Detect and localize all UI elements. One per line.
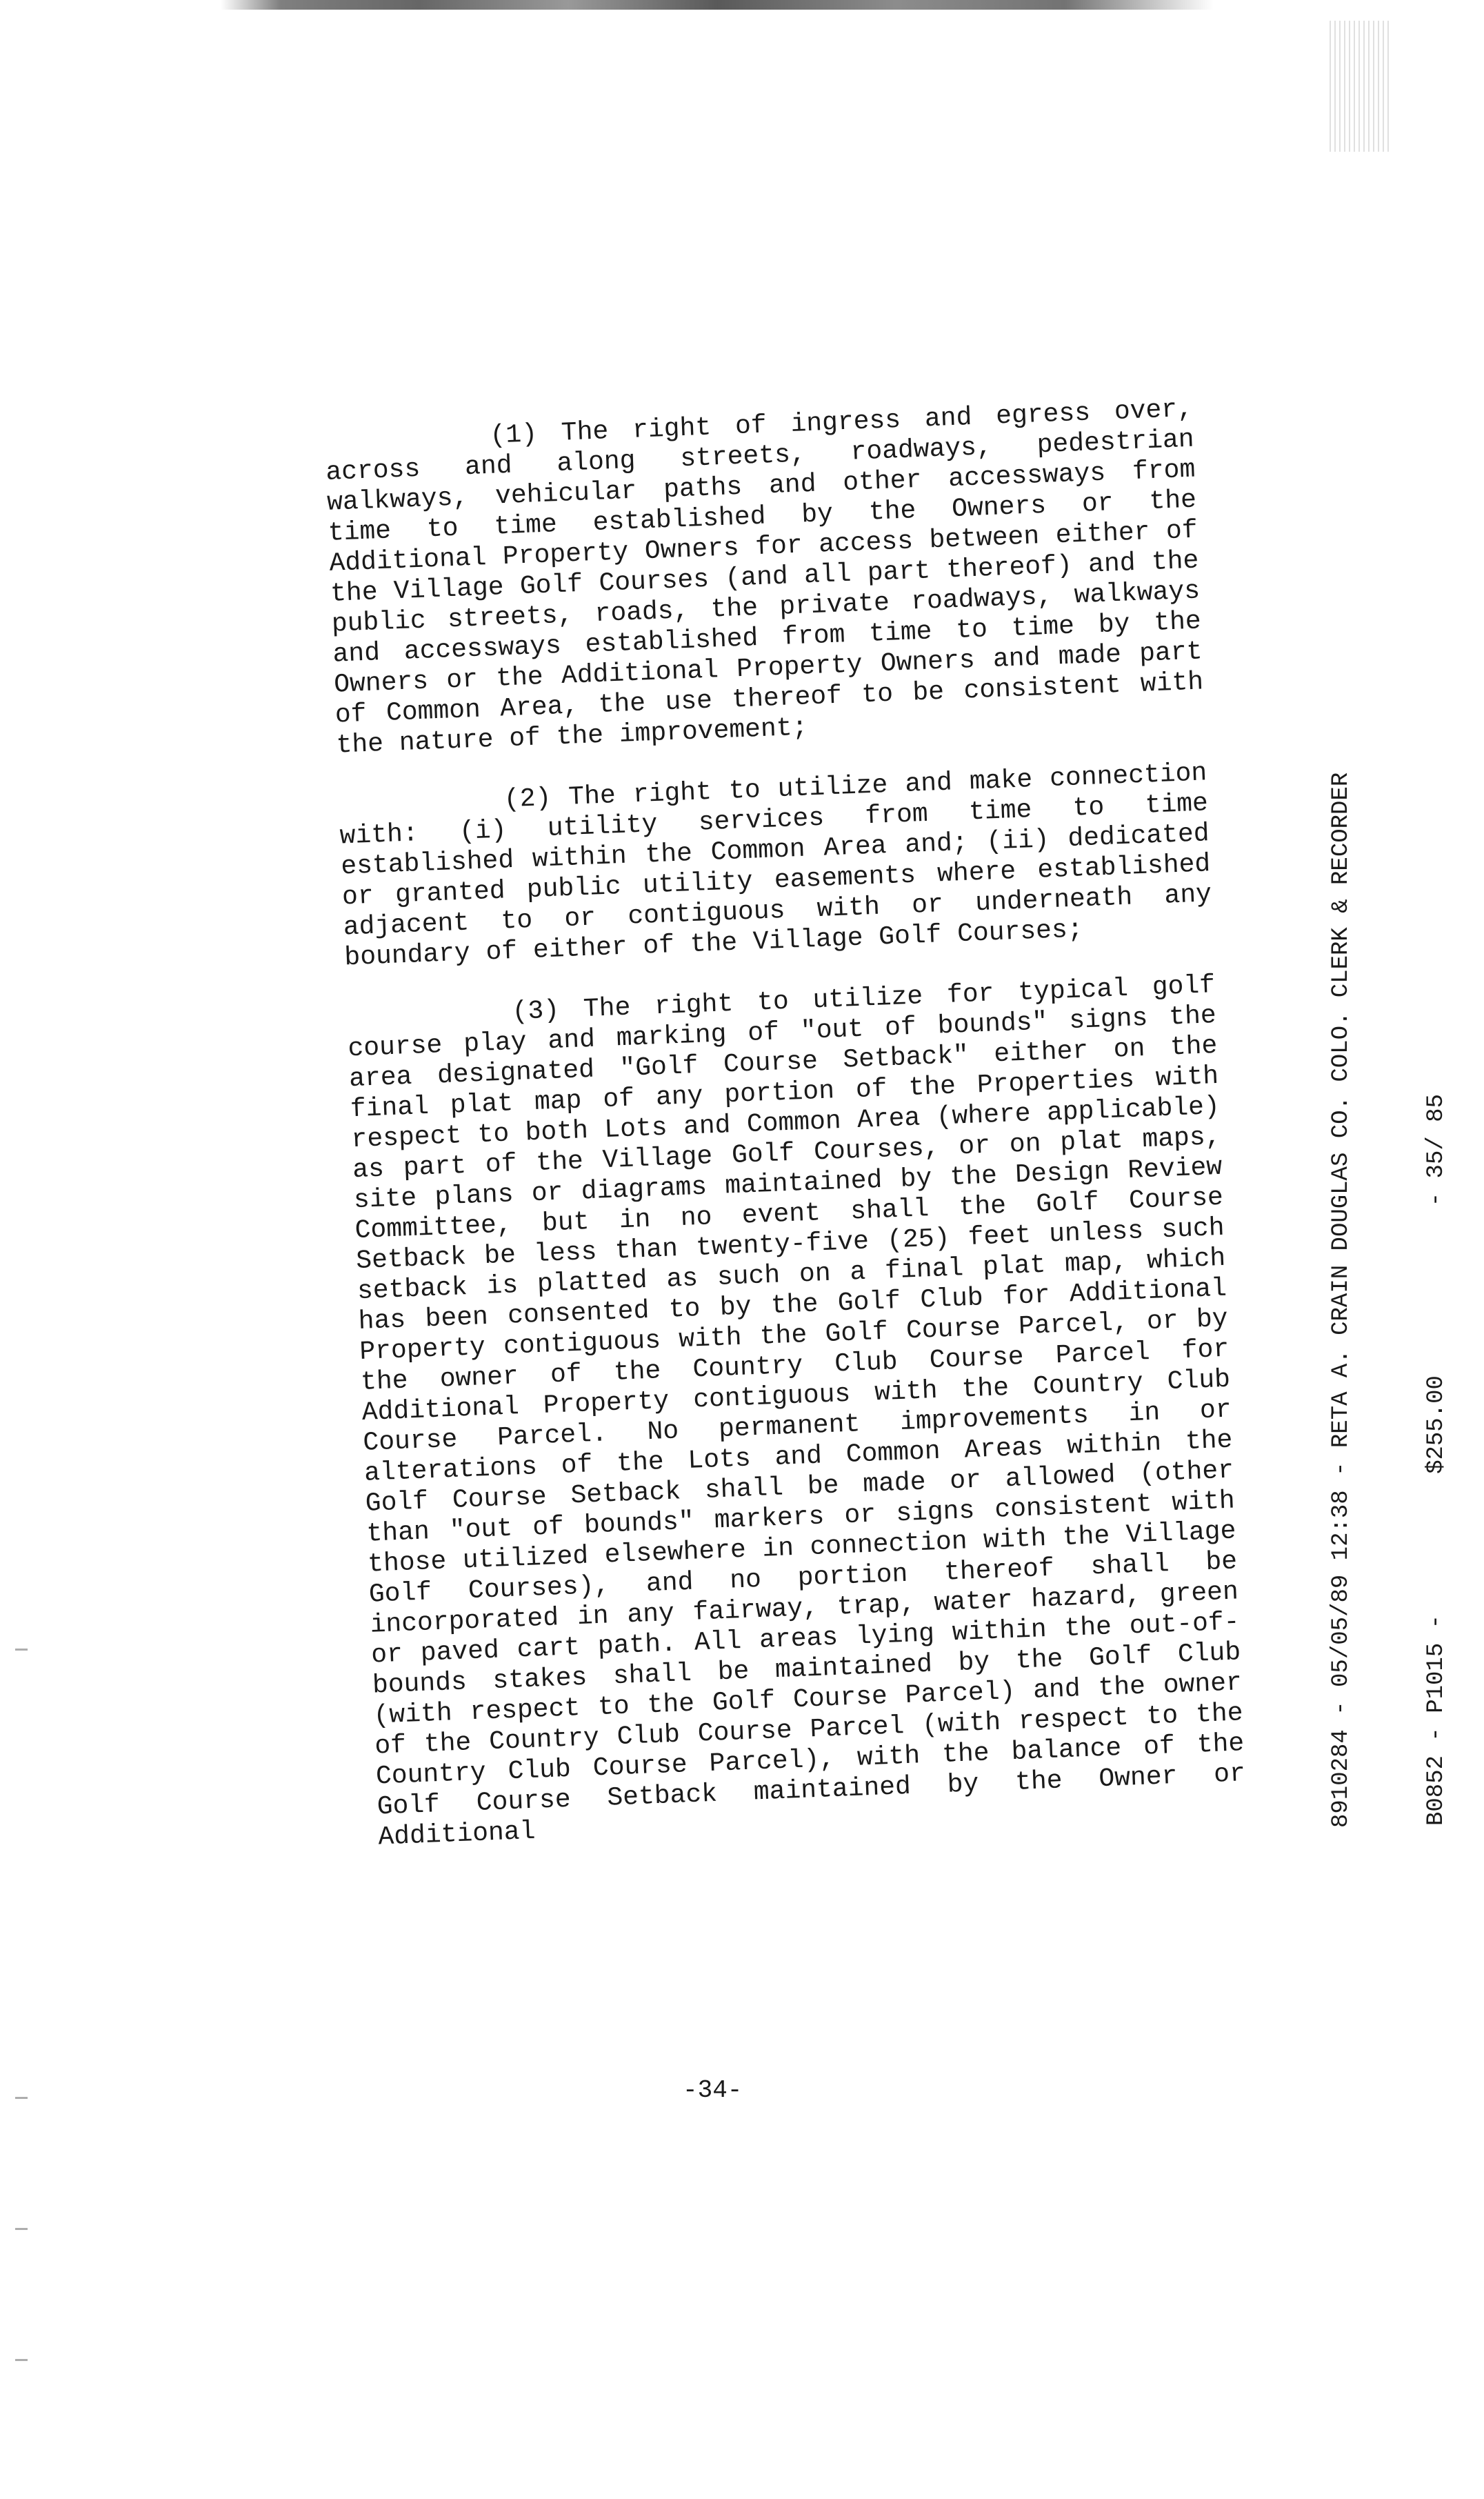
recording-stamp [1262, 773, 1484, 1828]
margin-mark [15, 2228, 28, 2230]
paragraph-3-text: (3) The right to utilize for typical golf course play and marking of "out of bounds" signs the area designated "Golf Course Setback" either on the final plat map of any portion of the Properties with respect to both Lots and Common Area (where applicable) as part of the Village Golf Courses, or on plat maps, site plans or diagrams maintained by the Design Review Committee, but in no event shall the Golf Course Setback be less than twenty-five (25) feet unless such setback is platted as such on a final plat map, which has been consented to by the Golf Club for Additional Property contiguous with the Golf Course Parcel, or by the owner of the Country Club Course Parcel for Additional Property contiguous with the Country Club Course Parcel. No permanent improvements in or alterations of the Lots and Common Areas within the Golf Course Setback shall be made or allowed (other than "out of bounds" markers or signs consistent with those utilized elsewhere in connection with the Village Golf Courses), and no portion thereof shall be incorporated in any fairway, trap, water hazard, green or paved cart path. All areas lying within the out-of-bounds stakes shall be maintained by the Golf Club (with respect to the Golf Course Parcel) and the owner of the Country Club Course Parcel (with respect to the Country Club Course Parcel), with the balance of the Golf Course Setback maintained by the Owner or Additional [347, 970, 1246, 1853]
paragraph-3 [346, 970, 1247, 1853]
paragraph-2 [338, 758, 1213, 973]
recording-stamp-line-1: 8910284 - 05/05/89 12:38 - RETA A. CRAIN DOUGLAS CO. COLO. CLERK & RECORDER [1328, 772, 1354, 1828]
page-number: -34- [683, 2076, 743, 2104]
paragraph-1-text: (1) The right of ingress and egress over, across and along streets, roadways, pedestrian walkways, vehicular paths and other accessways from time to time established by the Owners or the Additional Property Owners for access between either of the Village Golf Courses (and all part thereof) and the public streets, roads, the private roadways, walkways and accessways established from time to time by the Owners or the Additional Property Owners and made part of Common Area, the use thereof to be consistent with the nature of the improvement; [325, 394, 1204, 761]
paragraph-1 [324, 395, 1205, 761]
scan-artifact-top-edge [221, 0, 1214, 10]
margin-mark [15, 2097, 28, 2099]
scan-artifact-corner [1330, 21, 1392, 152]
paragraph-2-text: (2) The right to utilize and make connection with: (i) utility services from time to time established within the Common Area and; (ii) dedicated or granted public utility easements where established adjacent to or contiguous with or underneath any boundary of either of the Village Golf Courses; [339, 758, 1212, 973]
recording-stamp-line-2: B0852 - P1015 - $255.00 - 35/ 85 [1423, 1094, 1450, 1826]
margin-mark [15, 1649, 28, 1651]
margin-mark [15, 2359, 28, 2361]
document-body [324, 395, 1248, 1884]
